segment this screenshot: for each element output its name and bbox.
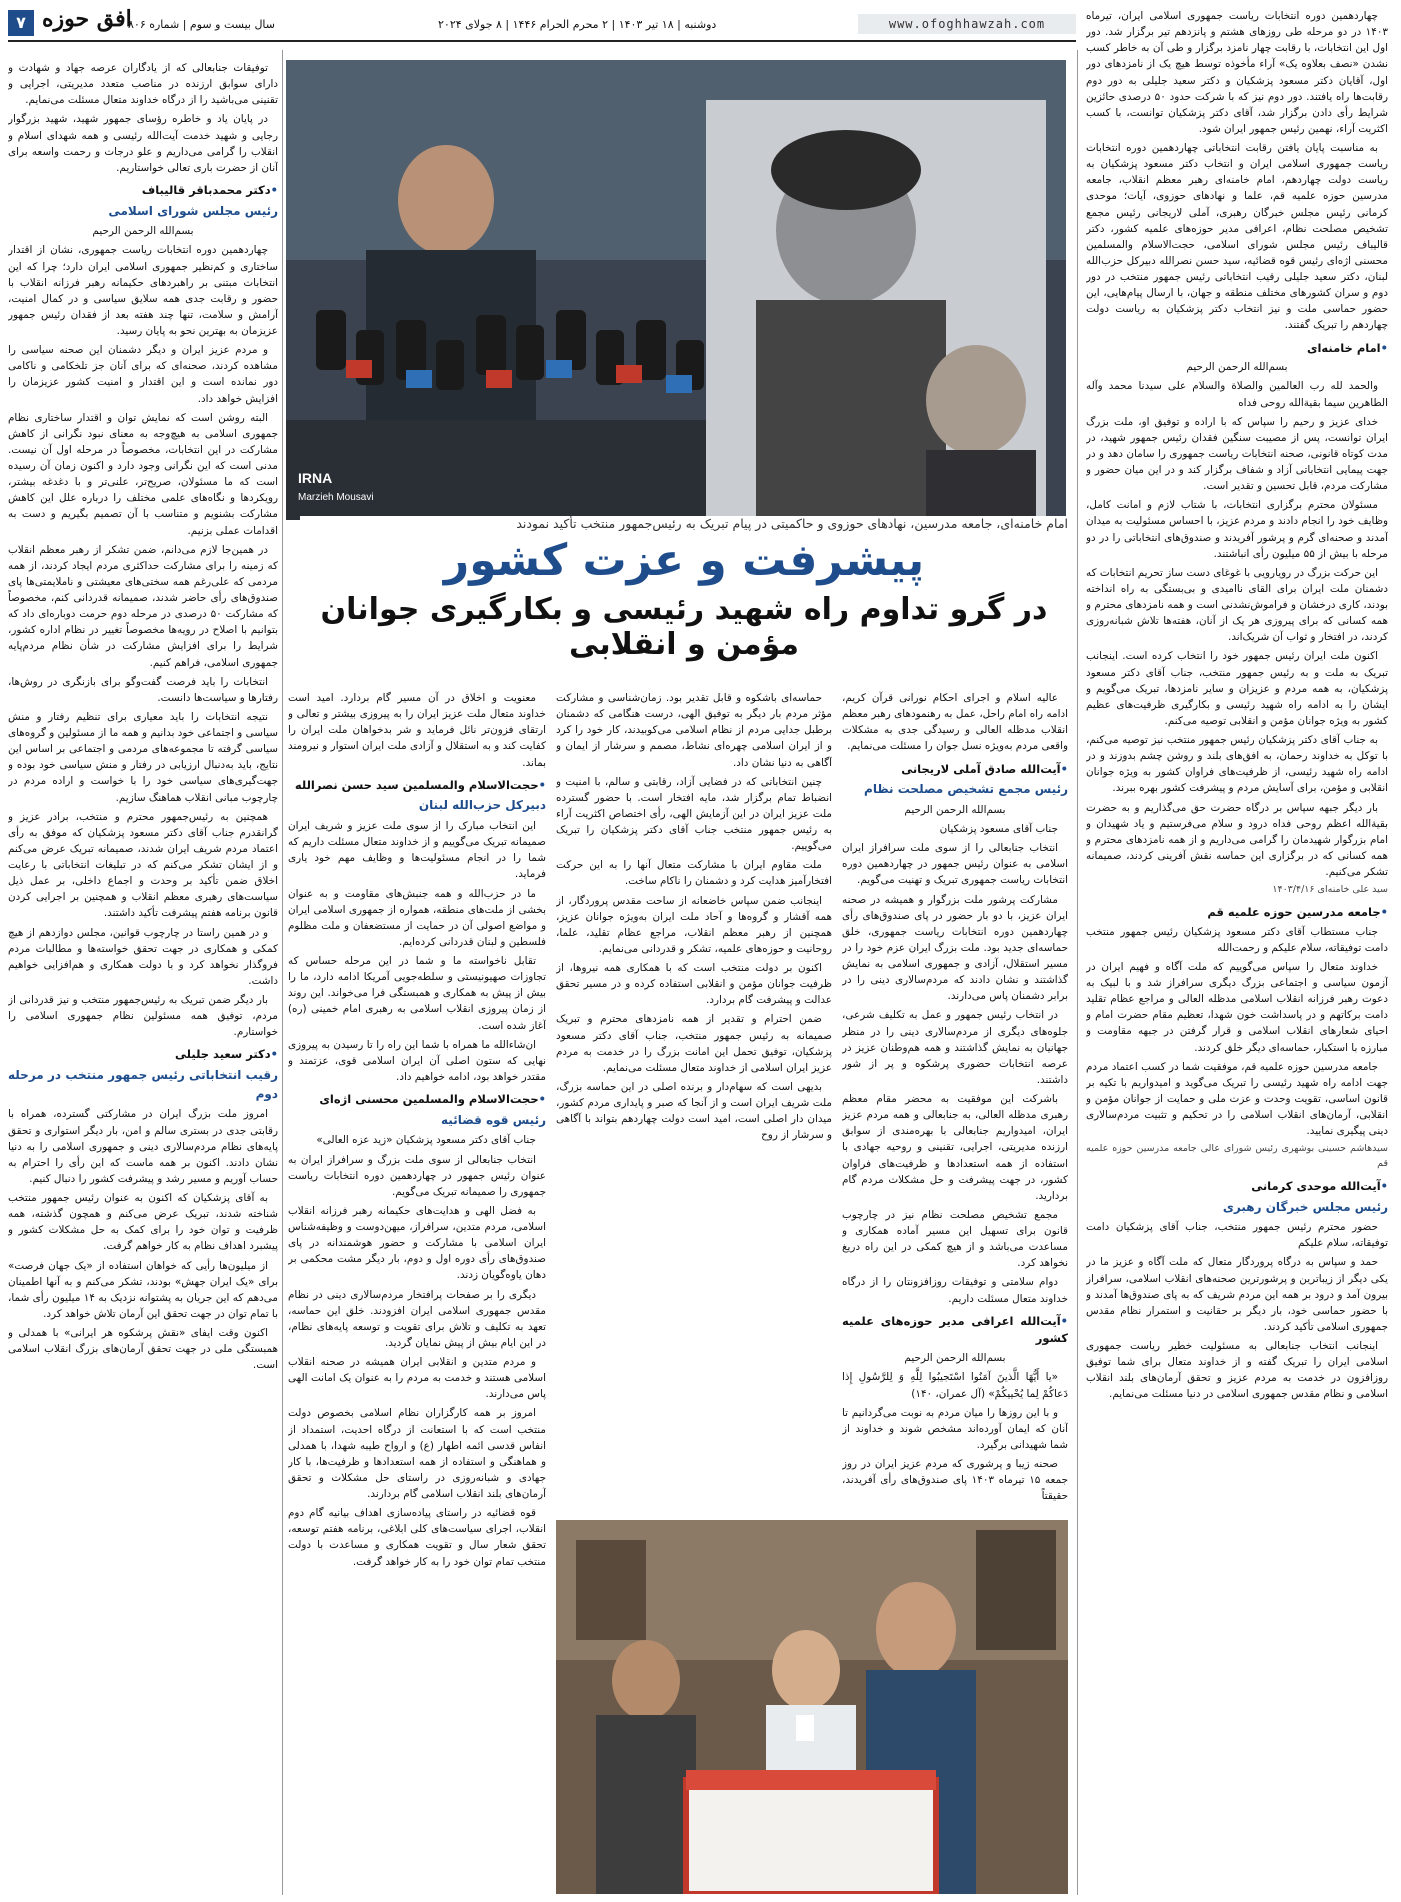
- article-paragraph: و با این روزها را میان مردم به نوبت می‌گردانیم تا آنان که ایمان آورده‌اند مشخص شوند و خداوند از شما شهیدانی برگیرد.: [842, 1406, 1068, 1451]
- article-paragraph: در همین‌جا لازم می‌دانم، ضمن تشکر از رهبر معظم انقلاب که زمینه را برای مشارکت حداکثری مردم ایجاد کردند، از همه مردمی که علی‌رغم همه سختی‌های معیشتی و ناملایمتی‌ها پای صندوق‌های رأی حاضر شدند، صمیمانه قدردانی کنم، مخصوصاً که مشارکت ۵۰ درصدی در مرحله دوم حرمت دوباره‌ای داد که بتوانیم با اصلاح در رویه‌ها مخصوصاً تغییر در نظام اداره کشور، شرایط را برای افزایش مشارکت در شأن نظام مردم‌پایه جمهوری اسلامی، فراهم کنیم.: [8, 543, 278, 669]
- page-number: ۷: [8, 10, 34, 36]
- article-paragraph: امروز ملت بزرگ ایران در مشارکتی گسترده، همراه با رقابتی جدی در بستری سالم و امن، بار دیگر استواری و تحقق پایه‌های نظام مردم‌سالاری دینی و جمهوری اسلامی را به دنیا نشان دادند. اکنون بر همه ماست که این رأی را احترام به حساب آوریم و مسیر رشد و پیشرفت کشور را دنبال کنیم.: [8, 1108, 278, 1185]
- bismillah: بسم‌الله الرحمن الرحیم: [904, 1352, 1006, 1365]
- bismillah: بسم‌الله الرحمن الرحیم: [904, 803, 1006, 816]
- article-paragraph: اینجانب انتخاب جنابعالی به مسئولیت خطیر ریاست جمهوری اسلامی ایران را تبریک گفته و از خداوند متعال برای شما توفیق روزافزون در خدمت به مردم عزیز و تحقق آرمان‌های بلند انقلاب اسلامی و نظام مقدس جمهوری اسلامی در دنیا مسئلت می‌نمایم.: [1086, 1340, 1388, 1401]
- article-paragraph: به مناسبت پایان یافتن رقابت انتخاباتی چهاردهمین دوره انتخابات ریاست جمهوری اسلامی ایران و انتخاب دکتر مسعود پزشکیان به ریاست دولت چهاردهم، امام خامنه‌ای رهبر معظم انقلاب، جامعه مدرسین حوزه علمیه قم، علما و نهادهای حوزوی، آیات؛ موحدی کرمانی رئیس مجلس خبرگان رهبری، آملی لاریجانی رئیس مجمع تشخیص مصلحت نظام، اعرافی مدیر حوزه‌های علمیه کشور، دکتر قالیباف رئیس مجلس شورای اسلامی، حجت‌الاسلام والمسلمین محسنی اژه‌ای رئیس قوه قضائیه، سید حسن نصرالله دبیرکل حزب‌الله لبنان، دکتر سعید جلیلی رقیب انتخاباتی رئیس جمهور منتخب در دور دوم و سران کشورهای مختلف منطقه و جهان، با ارسال پیام‌هایی، این حضور حماسی ملت و نیز انتخاب دکتر پزشکیان به ریاست دولت چهاردهم را تبریک گفتند.: [1086, 142, 1388, 332]
- article-paragraph: و در همین راستا در چارچوب قوانین، مجلس دوازدهم از هیچ کمکی و همکاری در جهت تحقق خواسته‌ها و مطالبات مردم فروگذار نخواهد کرد و با دولت همکاری و هم‌افزایی خواهیم داشت.: [8, 926, 278, 987]
- column-center-3: [288, 690, 546, 1890]
- article-paragraph: انتخابات را باید فرصت گفت‌وگو برای بازنگری در روش‌ها، رفتارها و سیاست‌ها دانست.: [8, 675, 278, 704]
- photo-credit-agency: IRNA: [298, 470, 333, 486]
- article-paragraph: عالیه اسلام و اجرای احکام نورانی قرآن کریم، ادامه راه امام راحل، عمل به رهنمودهای رهبر معظم انقلاب مدظله العالی و رسیدگی جدی به مشکلات واقعی مردم به‌ویژه نسل جوان را مسئلت می‌نمایم.: [842, 692, 1068, 753]
- article-paragraph: صحنه زیبا و پرشوری که مردم عزیز ایران در روز جمعه ۱۵ تیرماه ۱۴۰۳ پای صندوق‌های رأی آفریدند، حقیقتاً: [842, 1458, 1068, 1503]
- section-subtitle: رقیب انتخاباتی رئیس جمهور منتخب در مرحله دوم: [8, 1068, 278, 1101]
- article-paragraph: تقابل ناخواسته ما و شما در این مرحله حساس که تجاوزات صهیونیستی و سلطه‌جویی آمریکا ادامه دارد، ما را بیش از پیش به همکاری و همبستگی فرا می‌خواند. این روند از زمان پیروزی انقلاب اسلامی به رهبری امام خمینی (ره) آغاز شده است.: [288, 955, 546, 1032]
- article-paragraph: مسئولان محترم برگزاری انتخابات، با شتاب لازم و امانت کامل، وظایف خود را انجام دادند و مردم عزیز، با احساس مسئولیت به میدان آمدند و صحنه‌ای گرم و پرشور آفریدند و صندوق‌های انتخاباتی را در دو مرحله با بیش از ۵۵ میلیون رأی انباشتند.: [1086, 499, 1388, 560]
- section-title: • امام خامنه‌ای: [1086, 340, 1388, 358]
- column-right: [1086, 8, 1388, 1898]
- article-paragraph: در پایان یاد و خاطره رؤسای جمهور شهید، شهید بزرگوار رجایی و شهید خدمت آیت‌الله رئیسی و همه شهدای اسلام و انقلاب را گرامی می‌داریم و علو درجات و رحمت واسعه برای آنان از حضرت باری تعالی خواستاریم.: [8, 113, 278, 174]
- section-subtitle: رئیس مجلس شورای اسلامی: [108, 203, 278, 218]
- issue-info: سال بیست و سوم | شماره ۸۰۶: [128, 18, 276, 31]
- article-paragraph: نتیجه انتخابات را باید معیاری برای تنظیم رفتار و منش سیاسی و اجتماعی خود بدانیم و همه ما از مسئولین و گروه‌های سیاسی گرفته تا مجموعه‌های مردمی و اجتماعی بر اساس این نتایج، باید به‌دنبال ارزیابی در رفتار و منش سیاسی خود بوده و جهت‌گیری‌های سیاسی خود را با خواست و اراده مردم در چارچوب مبانی انقلاب هماهنگ سازیم.: [8, 710, 278, 804]
- article-paragraph: امروز بر همه کارگزاران نظام اسلامی بخصوص دولت منتخب است که با استعانت از درگاه احدیت، استمداد از انفاس قدسی ائمه اطهار (ع) و ارواح طیبه شهدا، با همدلی و هماهنگی و استفاده از همه استعدادها و ظرفیت‌ها، با کار جهادی و شبانه‌روزی در راستای حل مشکلات و تحقق آرمان‌های بلند انقلاب اسلامی گام بردارند.: [288, 1407, 546, 1501]
- article-paragraph: ملت مقاوم ایران با مشارکت متعال آنها را به این حرکت افتخارآمیز هدایت کرد و دشمنان را ناکام ساخت.: [556, 859, 832, 888]
- section-subtitle: دبیرکل حزب‌الله لبنان: [418, 798, 546, 813]
- article-paragraph: به فضل الهی و هدایت‌های حکیمانه رهبر فرزانه انقلاب اسلامی، مردم متدین، سرافراز، میهن‌دوست و وظیفه‌شناس ایران اسلامی با مشارکت و حضور هوشمندانه در پای صندوق‌های رأی دوره اول و دوم، بار دیگر مشت محکمی بر دهان یاوه‌گویان زدند.: [288, 1204, 546, 1282]
- column-center-2: [556, 690, 832, 1510]
- section-title: • آیت‌الله اعرافی مدیر حوزه‌های علمیه کشور: [842, 1313, 1068, 1349]
- article-paragraph: بار دیگر ضمن تبریک به رئیس‌جمهور منتخب و نیز قدردانی از مردم، توفیق همه مسئولین نظام جمهوری اسلامی را خواستارم.: [8, 994, 278, 1039]
- article-paragraph: انتخاب جنابعالی از سوی ملت بزرگ و سرافراز ایران به عنوان رئیس جمهور در چهاردهمین دوره انتخابات ریاست جمهوری را صمیمانه تبریک می‌گویم.: [288, 1153, 546, 1198]
- article-paragraph: قوه قضائیه در راستای پیاده‌سازی اهداف بیانیه گام دوم انقلاب، اجرای سیاست‌های کلی ابلاغی، برنامه هفتم توسعه، تحقق شعار سال و تقویت همکاری و مساعدت با دولت منتخب تمام توان خود را به کار خواهد گرفت.: [288, 1507, 546, 1568]
- article-paragraph: باشرکت این موفقیت به محضر مقام معظم رهبری مدظله العالی، به جنابعالی و همه مردم عزیز ایران، امیدواریم جنابعالی با بهره‌مندی از سوابق ارزنده مدیریتی، اجرایی، تقنینی و روحیه جهادی با استفاده از همه استعدادها و ظرفیت‌های فراوان کشور، در جهت پیشرفت و حل مشکلات مردم گام بردارید.: [842, 1093, 1068, 1202]
- article-paragraph: و مردم عزیز ایران و دیگر دشمنان این صحنه سیاسی را مشاهده کردند، صحنه‌ای که برای آنان جز تلخکامی و ناکامی دور نمانده است و این اقتدار و امنیت کشور عزیزمان را افزایش خواهد داد.: [8, 344, 278, 405]
- section-title: • دکتر سعید جلیلی: [8, 1046, 278, 1064]
- column-left: [8, 60, 278, 1896]
- headline-kicker: امام خامنه‌ای، جامعه مدرسین، نهادهای حوزوی و حاکمیتی در پیام تبریک به رئیس‌جمهور منتخب تأکید نمودند: [516, 516, 1068, 531]
- column-center-1: [842, 690, 1068, 1510]
- article-paragraph: مجمع تشخیص مصلحت نظام نیز در چارچوب قانون برای تسهیل این مسیر آماده همکاری و مساعدت می‌باشد و از هیچ کمکی در این راه دریغ نخواهد کرد.: [842, 1208, 1068, 1270]
- section-subtitle: رئیس قوه قضائیه: [441, 1112, 546, 1127]
- article-paragraph: بدیهی است که سهام‌دار و برنده اصلی در این حماسه بزرگ، ملت شریف ایران است و از آنجا که صبر و پایداری مردم کشور، میدان دار اصلی است، امید است دولت چهاردهم بتواند با آگاهی و سرشار از روح: [556, 1080, 832, 1142]
- article-paragraph: خدای عزیز و رحیم را سپاس که با اراده و توفیق او، ملت بزرگ ایران توانست، پس از مصیبت سنگین فقدان رئیس جمهور شهید، در مدت کوتاه قانونی، صحنه انتخابات ریاست جمهوری را سامان دهد و در جهت پیمایی انتخاباتی آزاد و شفاف برگزار کند و در این میان حضور و مشارکت مردم، قابل تحسین و تقدیر است.: [1086, 415, 1388, 493]
- article-paragraph: این حرکت بزرگ در رویارویی با غوغای دست ساز تحریم انتخابات که دشمنان ملت ایران برای القای ناامیدی و بی‌بستگی به راه انداخته بودند، کاری درخشان و فراموش‌نشدنی است و همه نامزدهای محترم و همه کسانی که برای پیروزی هر یک از آنان، هفته‌ها تلاش شبانه‌روزی کردند، در افتخار و ثواب آن شریک‌اند.: [1086, 566, 1388, 644]
- article-paragraph: و مردم متدین و انقلابی ایران همیشه در صحنه انقلاب اسلامی هستند و خدمت به مردم را به عنوان یک امانت الهی پاس می‌دارند.: [288, 1356, 546, 1401]
- newspaper-logo: افق حوزه: [42, 6, 132, 32]
- bismillah: بسم‌الله الرحمن الرحیم: [92, 225, 194, 238]
- voting-illustration: [556, 1520, 1068, 1894]
- section-title: • حجت‌الاسلام والمسلمین سید حسن نصرالله: [288, 777, 546, 795]
- article-paragraph: در انتخاب رئیس جمهور و عمل به تکلیف شرعی، جلوه‌های دیگری از مردم‌سالاری دینی را در منظر جهانیان به نمایش گذاشتند و همه هم‌وطنان عزیز در عرصه انتخابات حضوری پرشکوه و پر از شور داشتند.: [842, 1009, 1068, 1086]
- article-paragraph: ان‌شاءالله ما همراه با شما این راه را تا رسیدن به پیروزی نهایی که ستون اصلی آن ایران اسلامی قوی، عزتمند و مقتدر خواهد بود، ادامه خواهیم داد.: [288, 1038, 546, 1083]
- article-paragraph: به جناب آقای دکتر پزشکیان رئیس جمهور منتخب نیز توصیه می‌کنم، با توکل به خداوند رحمان، به افق‌های بلند و روشن چشم بدوزند و در ادامه راه شهید رئیسی، از ظرفیت‌های فراوان کشور به ویژه جوانان انقلابی و مؤمن، برای آسایش مردم و پیشرفت کشور بهره ببرند.: [1086, 734, 1388, 795]
- sub-headline: در گرو تداوم راه شهید رئیسی و بکارگیری جوانان مؤمن و انقلابی: [320, 592, 1048, 662]
- article-paragraph: انتخاب جنابعالی را از سوی ملت سرافراز ایران اسلامی به عنوان رئیس جمهور در چهاردهمین دوره انتخابات ریاست جمهوری تبریک و تهنیت می‌گویم.: [842, 842, 1068, 887]
- article-paragraph: البته روشن است که نمایش توان و اقتدار ساختاری نظام جمهوری اسلامی به هیچ‌وجه به معنای نبود نگرانی از کاهش مشارکت در این انتخابات، مخصوصاً در مرحله اول آن نیست. مدنی است که این نگرانی وجود دارد و اکنون زمان آن رسیده است که ما مسئولان، صریح‌تر، علنی‌تر و با دغدغه بیشتر، رویکردها و نگاه‌های علمی مختلف را درباره علل این کاهش مشارکت بشنویم و متناسب با آن تصمیم بگیریم و دست به اقدامات عملی بزنیم.: [8, 411, 278, 537]
- title-block: [300, 516, 1068, 686]
- article-paragraph: این انتخاب مبارک را از سوی ملت عزیز و شریف ایران صمیمانه تبریک می‌گوییم و از خداوند متعال مسئلت داریم که شما را در انجام مسئولیت‌ها و وظایف مهم خود یاری فرماید.: [288, 820, 546, 881]
- article-paragraph: جناب مستطاب آقای دکتر مسعود پزشکیان رئیس جمهور منتخب دامت توفیقاته، سلام علیکم و رحمت‌الله: [1086, 925, 1388, 954]
- section-title: • آیت‌الله صادق آملی لاریجانی: [842, 761, 1068, 779]
- press-conference-illustration: [286, 60, 1066, 520]
- article-paragraph: جامعه مدرسین حوزه علمیه قم، موفقیت شما در کسب اعتماد مردم جهت ادامه راه شهید رئیسی را تبریک می‌گوید و امیدواریم با تکیه بر قانون اساسی، تقویت وحدت و عزت ملی و حمایت از جوانان مؤمن و انقلابی، آرمان‌های انقلاب اسلامی را در تحکیم و تثبیت مردم‌سالاری دینی پیگیری نمایید.: [1086, 1060, 1388, 1138]
- article-paragraph: اکنون بر دولت منتخب است که با همکاری همه نیروها، از ظرفیت جوانان مؤمن و انقلابی استفاده کرده و در مسیر تحقق عدالت و پیشرفت گام بردارد.: [556, 962, 832, 1007]
- article-paragraph: حضور محترم رئیس جمهور منتخب، جناب آقای پزشکیان دامت توفیقاته، سلام علیکم: [1086, 1221, 1388, 1250]
- photo-credit-name: Marzieh Mousavi: [298, 492, 374, 503]
- article-paragraph: اینجانب ضمن سپاس خاضعانه از ساحت مقدس پروردگار، از همه آقشار و گروه‌ها و آحاد ملت ایران به‌ویژه جوانان عزیز، همچنین از رهبر معظم انقلاب، مراجع عظام تقلید، علما، روحانیت و حوزه‌های علمیه، تشکر و قدردانی می‌نمایم.: [556, 894, 832, 955]
- website-url[interactable]: www.ofoghhawzah.com: [858, 14, 1076, 34]
- article-paragraph: چنین انتخاباتی که در فضایی آزاد، رقابتی و سالم، با امنیت و انضباط تمام برگزار شد، مایه افتخار است. با حضور گسترده ملت عزیز ایران در این آزمایش الهی، رأی اختصاص اکثریت آراء به رئیس جمهور منتخب جناب آقای دکتر پزشکیان را تبریک می‌گوییم.: [556, 775, 832, 853]
- column-divider: [282, 50, 283, 1895]
- article-paragraph: جناب آقای دکتر مسعود پزشکیان «زید عزه العالی»: [316, 1134, 536, 1147]
- section-subtitle: رئیس مجمع تشخیص مصلحت نظام: [864, 782, 1068, 797]
- article-paragraph: دیگری را بر صفحات پرافتخار مردم‌سالاری دینی در نظام مقدس جمهوری اسلامی ایران افزودند. خلق این حماسه، تعهد به تکلیف و تلاش برای تقویت و توسعه پایه‌های نظام، در این ایام بیش از پیش نمایان گردید.: [288, 1288, 546, 1349]
- page-header: [8, 6, 1076, 42]
- article-paragraph: چهاردهمین دوره انتخابات ریاست جمهوری، نشان از اقتدار ساختاری و کم‌نظیر جمهوری اسلامی ایران دارد؛ چرا که این انتخابات مبتنی بر راهبردهای حکیمانه رهبر فرزانه انقلاب با حضور و رقابت جدی همه سلایق سیاسی و در کمال امنیت، آرامش و سلامت، تنها چند هفته بعد از فقدان رئیس جمهور عزیزمان به بهترین نحو به پایان رسید.: [8, 244, 278, 338]
- article-paragraph: مشارکت پرشور ملت بزرگوار و همیشه در صحنه ایران عزیز، با دو بار حضور در پای صندوق‌های رأی چهاردهمین دوره انتخابات ریاست جمهوری، خلق حماسه‌ای جدید بود. ملت بزرگ ایران عزم خود را در مسیر استقلال، آزادی و جمهوری اسلامی به نمایش گذاشتند و نشان دادند که مردم‌سالاری دینی را در برابر دشمنان پاس می‌دارند.: [842, 893, 1068, 1003]
- date-line: دوشنبه | ۱۸ تیر ۱۴۰۳ | ۲ محرم الحرام ۱۴۴۶ | ۸ جولای ۲۰۲۴: [438, 18, 717, 31]
- article-paragraph: اکنون ملت ایران رئیس جمهور خود را انتخاب کرده است. اینجانب تبریک به ملت و به رئیس جمهور منتخب، جناب آقای دکتر مسعود پزشکیان، به همه مردم و عزیزان و سایر نامزدها، تبریک می‌گویم و ایشان را به ادامه راه شهید رئیسی و بکارگیری ظرفیت‌های عظیم کشور به ویژه جوانان مؤمن و انقلابی توصیه می‌کنم.: [1086, 650, 1388, 727]
- article-paragraph: بار دیگر جبهه سپاس بر درگاه حضرت حق می‌گذاریم و به حضرت بقیةالله اعظم روحی فداه درود و سلام می‌فرستیم و یاد شهیدان و امام بزرگوار شهیدمان را گرامی می‌داریم و از همه نامزدهای محترم و همه کسانی که در برگزاری این حماسه نقش آفرینی کردند، صمیمانه تشکر می‌کنیم.: [1086, 801, 1388, 879]
- article-paragraph: حماسه‌ای باشکوه و قابل تقدیر بود. زمان‌شناسی و مشارکت مؤثر مردم بار دیگر به توفیق الهی، درست هنگامی که دشمنان برطبل جدایی مردم از نظام اسلامی می‌کوبیدند، کار خود را کرد و از ایران اسلامی چهره‌ای نشاط، مصمم و سرشار از ایمان و آگاهی به دنیا نشان داد.: [556, 692, 832, 769]
- section-title: • حجت‌الاسلام والمسلمین محسنی اژه‌ای: [288, 1091, 546, 1109]
- article-paragraph: حمد و سپاس به درگاه پروردگار متعال که ملت آگاه و عزیز ما در یکی دیگر از زیباترین و پرشورترین صحنه‌های انقلاب اسلامی، سرافراز بیرون آمد و درود بر همه این مردم شریف که به پای صندوق‌ها آمدند و با حضور حماسی خود، بار دیگر بر حقانیت و استمرار نظام مقدس جمهوری اسلامی تأکید کردند.: [1086, 1256, 1388, 1333]
- quran-verse: «یا أَیُّهَا الَّذینَ آمَنُوا اسْتَجیبُوا لِلَّهِ وَ لِلرَّسُولِ إِذا دَعاکُمْ لِما یُحْییکُمْ» (آل عمران، ۱۴۰): [842, 1371, 1068, 1400]
- section-title: • آیت‌الله موحدی کرمانی: [1086, 1178, 1388, 1196]
- ballot-box-photo: [556, 1520, 1068, 1894]
- article-paragraph: ضمن احترام و تقدیر از همه نامزدهای محترم و تبریک صمیمانه به رئیس جمهور منتخب، جناب آقای دکتر مسعود پزشکیان، توفیق تحمل این امانت بزرگ را در خدمت به مردم عزیز ایران اسلامی از خداوند متعال مسئلت می‌نمایم.: [556, 1013, 832, 1074]
- main-headline: پیشرفت و عزت کشور: [443, 535, 925, 586]
- article-paragraph: توفیقات جنابعالی که از یادگاران عرصه جهاد و شهادت و دارای سوابق ارزنده در مناصب متعدد مدیریتی، اجرایی و تقنینی می‌باشید را از درگاه خداوند متعال مسئلت می‌نمایم.: [8, 62, 278, 107]
- article-paragraph: خداوند متعال را سپاس می‌گوییم که ملت آگاه و فهیم ایران در آزمون سیاسی و اجتماعی بزرگ دیگری سرافراز شد و با لبیک به دعوت رهبر فرزانه انقلاب اسلامی مدظله العالی و مراجع عظام تقلید دامت برکاتهم و در پاسداشت خون شهدا، تعظیم مقام حضرت امام و احیای شعارهای انقلاب اسلامی و قرار گرفتن در جبهه مقاومت و مبارزه با استکبار، حماسه‌ای دیگر خلق کردند.: [1086, 960, 1388, 1054]
- article-paragraph: معنویت و اخلاق در آن مسیر گام بردارد. امید است خداوند متعال ملت عزیز ایران را به پیروزی بیشتر و تعالی و ارتقای فزون‌تر نائل فرماید و شر بدخواهان ملت ایران را کفایت کند و به استقلال و آزادی ملت ایران استوار و نیرومند بماند.: [288, 692, 546, 769]
- column-divider: [1077, 50, 1078, 1895]
- section-title: • دکتر محمدباقر قالیباف: [8, 182, 278, 200]
- signature: سید علی خامنه‌ای ۱۴۰۳/۴/۱۶: [1272, 884, 1388, 896]
- bismillah: بسم‌الله الرحمن الرحیم: [1186, 361, 1288, 374]
- article-paragraph: والحمد لله رب العالمین والصلاة والسلام علی سیدنا محمد وآله الطاهرین سیما بقیة‌الله روحی فداه: [1086, 380, 1388, 409]
- article-paragraph: چهاردهمین دوره انتخابات ریاست جمهوری اسلامی ایران، تیرماه ۱۴۰۳ در دو مرحله طی روزهای هشتم و پانزدهم تیر برگزار شد. دور اول این انتخابات، با رقابت چهار نامزد برگزار و طی آن به خاطر کسب نشدن «نصف بعلاوه یک» آراء مأخوذه توسط هیچ یک از نامزدهای دور اول، آقایان دکتر مسعود پزشکیان و دکتر سعید جلیلی به دور دوم رقابت‌ها راه یافتند. دور دوم نیز که با شرکت حدود ۵۰ درصدی حائزین شرایط رأی دادن برگزار شد، آقای دکتر پزشکیان توانست، با کسب اکثریت آراء، نهمین رئیس جمهور ایران شود.: [1086, 10, 1388, 135]
- article-paragraph: همچنین به رئیس‌جمهور محترم و منتخب، برادر عزیز و گرانقدرم جناب آقای دکتر مسعود پزشکیان که موفق به رأی اعتماد مردم شریف ایران شدند، صمیمانه تبریک عرض می‌کنم و از ایشان تشکر می‌کنم که در تبلیغات انتخاباتی با رعایت اخلاق ضمن تأکید بر وحدت و اجماع داخلی، بر عمل ذیل سیاست‌های رهبری معظم انقلاب و همچنین بر اجرایی کردن قانون برنامه هفتم پیشرفت تأکید داشتند.: [8, 810, 278, 920]
- article-paragraph: دوام سلامتی و توفیقات روزافزونتان را از درگاه خداوند متعال مسئلت داریم.: [842, 1276, 1068, 1305]
- article-paragraph: ما در حزب‌الله و همه جنبش‌های مقاومت و به عنوان بخشی از ملت‌های منطقه، همواره از جمهوری اسلامی ایران و مواضع اصولی آن در حمایت از مستضعفان و ملت مظلوم فلسطین و لبنان قدردانی کرده‌ایم.: [288, 887, 546, 948]
- section-subtitle: رئیس مجلس خبرگان رهبری: [1222, 1199, 1388, 1214]
- article-paragraph: از میلیون‌ها رأیی که خواهان استفاده از «یک جهان فرصت» برای «یک ایران جهش» بودند، تشکر می‌کنم و به آنها اطمینان می‌دهم که این جریان به پشتوانه نزدیک به ۱۴ میلیون رأی شما، با تمام توان در جهت تحقق این آرمان تلاش خواهد کرد.: [8, 1259, 278, 1320]
- article-paragraph: اکنون وقت ایفای «نقش پرشکوه هر ایرانی» با همدلی و همبستگی ملی در جهت تحقق آرمان‌های بزرگ انقلاب اسلامی است.: [8, 1327, 278, 1372]
- article-paragraph: جناب آقای مسعود پزشکیان: [939, 823, 1058, 836]
- signature: سیدهاشم حسینی بوشهری رئیس شورای عالی جامعه مدرسین حوزه علمیه قم: [1086, 1143, 1388, 1170]
- section-title: • جامعه مدرسین حوزه علمیه قم: [1086, 904, 1388, 922]
- article-paragraph: به آقای پزشکیان که اکنون به عنوان رئیس جمهور منتخب شناخته شدند، تبریک عرض می‌کنم و همچون گذشته، همه ظرفیت و توان خود را برای کمک به حل مشکلات کشور و پیشبرد اهداف نظام به کار خواهم گرفت.: [8, 1192, 278, 1253]
- press-conference-photo: [286, 60, 1066, 520]
